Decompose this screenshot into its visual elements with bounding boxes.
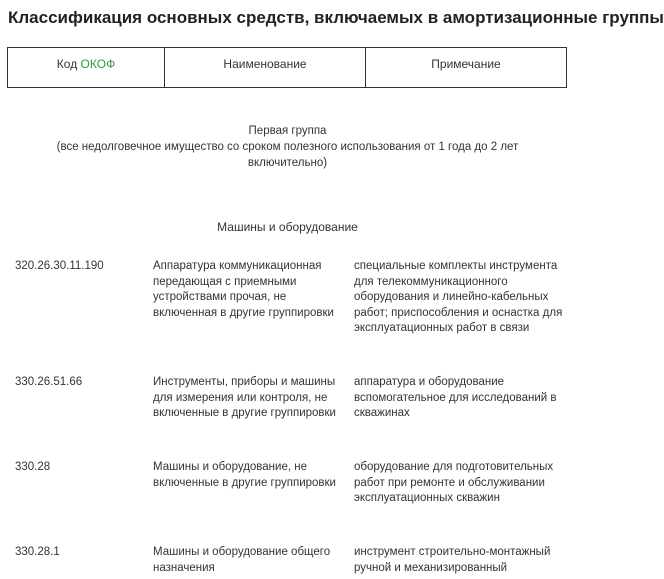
header-name: Наименование <box>165 48 366 87</box>
row-name: Инструменты, приборы и машины для измерения или контроля, не включенные в другие группировки <box>153 376 336 419</box>
okof-link[interactable]: ОКОФ <box>80 57 116 71</box>
row-note: инструмент строительно-монтажный ручной и механизированный <box>354 546 551 574</box>
row-note: специальные комплекты инструмента для телекоммуникационного оборудования и линейно-кабельных работ; приспособления и оснастка для эксплуатационных работ в связи <box>354 260 563 334</box>
header-code-prefix: Код <box>56 57 81 71</box>
row-note: аппаратура и оборудование вспомогательное для исследований в скважинах <box>354 376 557 419</box>
row-note: оборудование для подготовительных работ при ремонте и обслуживании эксплуатационных скважин <box>354 461 554 504</box>
page-title: Классификация основных средств, включаемых в амортизационные группы <box>8 8 664 27</box>
row-name: Машины и оборудование, не включенные в другие группировки <box>153 461 336 489</box>
section-title: Машины и оборудование <box>217 220 358 234</box>
row-name: Аппаратура коммуникационная передающая с приемными устройствами прочая, не включенная в другие группировки <box>153 260 334 319</box>
header-code <box>8 48 165 87</box>
group-title: Первая группа <box>248 125 327 137</box>
row-code: 330.28.1 <box>15 546 60 558</box>
table-header <box>7 47 567 88</box>
header-note: Примечание <box>431 57 501 71</box>
row-code: 330.28 <box>15 461 51 473</box>
row-code: 320.26.30.11.190 <box>15 260 104 272</box>
group-note: (все недолговечное имущество со сроком полезного использования от 1 года до 2 лет включительно) <box>56 141 519 169</box>
group-block <box>0 123 575 171</box>
row-code: 330.26.51.66 <box>15 376 83 388</box>
row-name: Машины и оборудование общего назначения <box>153 546 331 574</box>
